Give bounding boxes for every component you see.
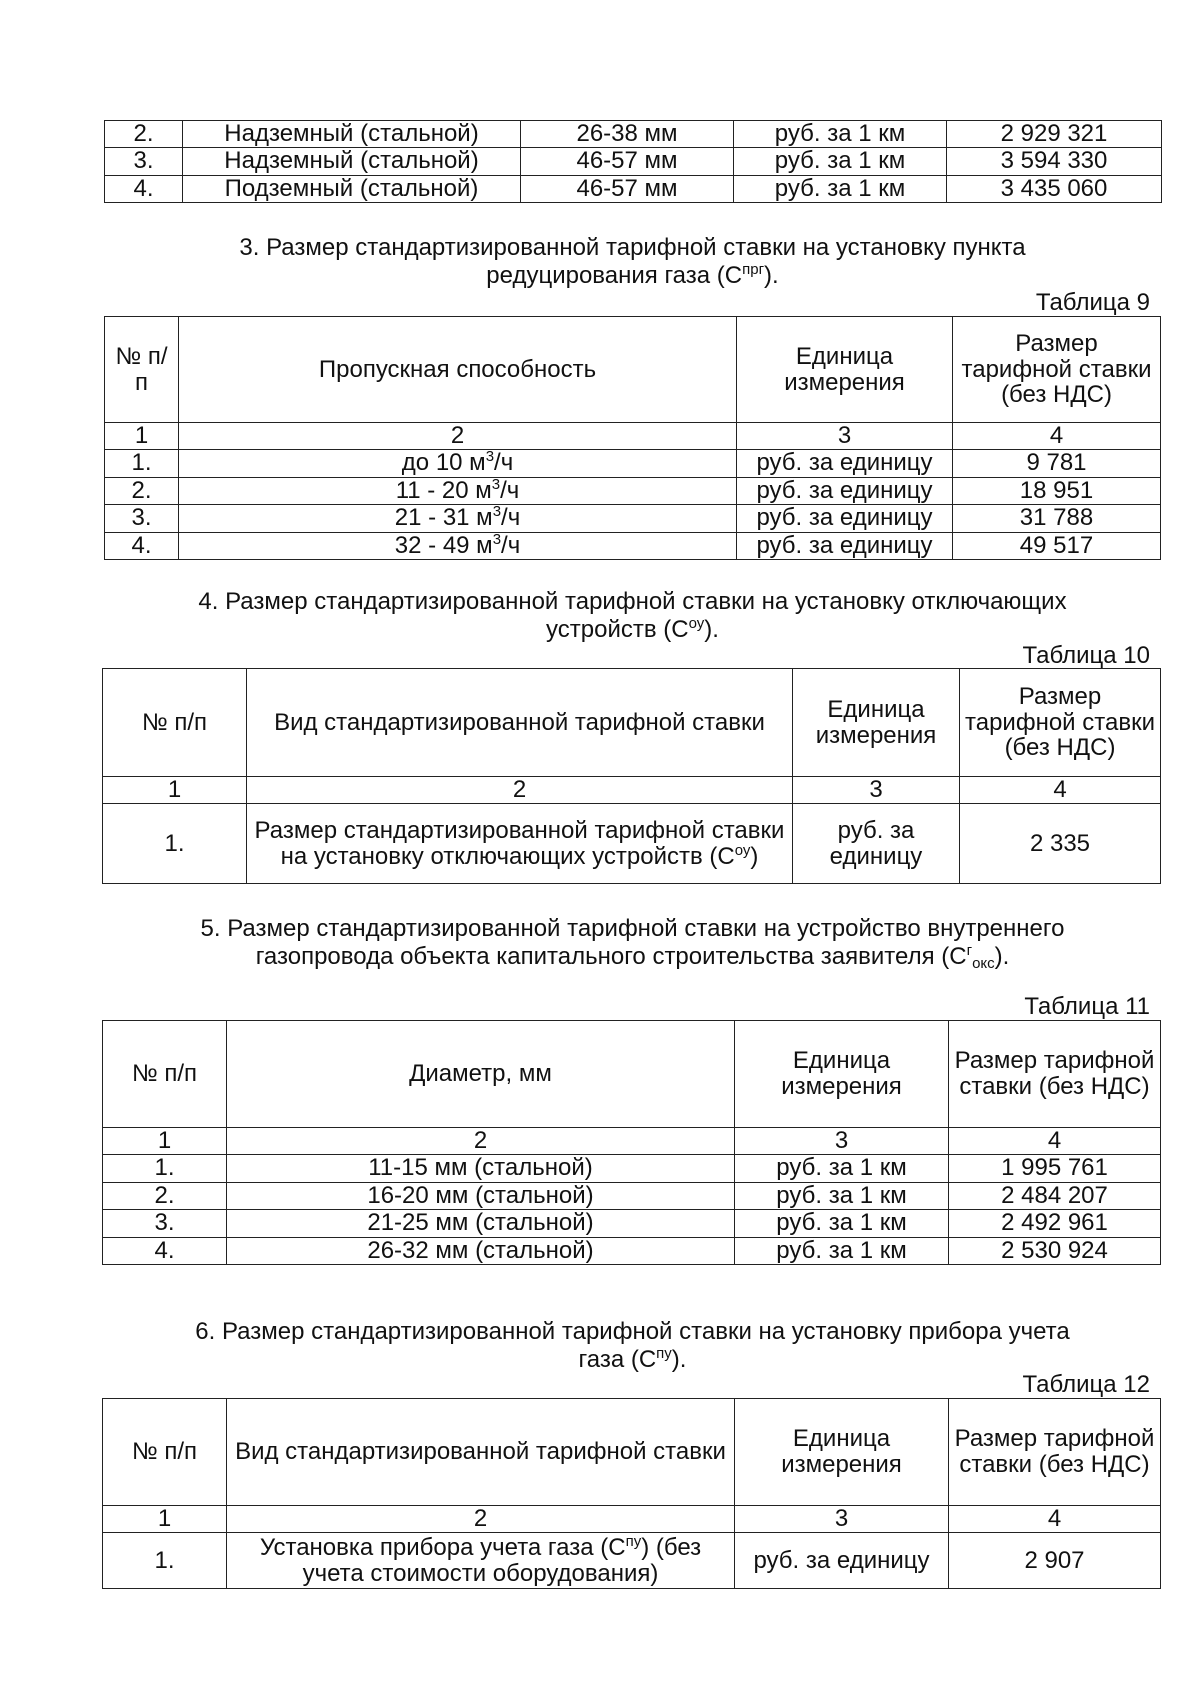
table-12 (102, 1398, 1161, 1589)
table-row: 1. Размер стандартизированной тарифной ставки на установку отключающих устройств $(С^{оу})$ руб. за единицу 2 335 (103, 804, 1161, 884)
table-row: 1. до 10 $м^3/ч$ руб. за единицу 9 781 (105, 450, 1161, 477)
table-9 (104, 316, 1161, 560)
table11-col-diameter: Диаметр, мм (227, 1021, 735, 1128)
table10-row-type: Размер стандартизированной тарифной ставки на установку отключающих устройств $(С^{оу})$ (247, 804, 793, 884)
table10-col-type: Вид стандартизированной тарифной ставки (247, 669, 793, 777)
table-row: 4. Подземный (стальной) 46-57 мм руб. за 1 км 3 435 060 (105, 175, 1162, 202)
table-10 (102, 668, 1161, 884)
section4-heading-line1: 4. Размер стандартизированной тарифной ставки на установку отключающих (198, 588, 1067, 615)
section6-heading (104, 1318, 1161, 1373)
section3-heading (104, 234, 1161, 289)
table12-header-row (103, 1399, 1161, 1506)
section3-heading-line1: 3. Размер стандартизированной тарифной ставки на установку пункта (239, 234, 1026, 261)
table10-header-row (103, 669, 1161, 777)
table-row: 2. 11 - 20 $м^3/ч$ руб. за единицу 18 951 (105, 477, 1161, 504)
table12-col-num: № п/п (103, 1399, 227, 1506)
table11-header-row (103, 1021, 1161, 1128)
section4-heading (104, 588, 1161, 643)
table12-col-type: Вид стандартизированной тарифной ставки (227, 1399, 735, 1506)
table9-capacity-cell: 11 - 20 $м^3/ч$ (179, 477, 737, 504)
table9-col-number-row: 1 2 3 4 (105, 423, 1161, 450)
table-row: 3. Надземный (стальной) 46-57 мм руб. за 1 км 3 594 330 (105, 148, 1162, 175)
section5-heading-line1: 5. Размер стандартизированной тарифной ставки на устройство внутреннего (200, 915, 1065, 942)
table10-col-rate: Размер тарифной ставки (без НДС) (960, 669, 1161, 777)
table11-rows (103, 1155, 1161, 1265)
section6-heading-line1: 6. Размер стандартизированной тарифной ставки на установку прибора учета (195, 1318, 1070, 1345)
table-11 (102, 1020, 1161, 1265)
table-row: 1. 11-15 мм (стальной) руб. за 1 км 1 995 761 (103, 1155, 1161, 1182)
table-continuation (104, 120, 1162, 203)
table-row: 1. Установка прибора учета газа $(С^{пу})$ (без учета стоимости оборудования) руб. за единицу 2 907 (103, 1533, 1161, 1589)
table9-col-rate: Размер тарифной ставки (без НДС) (953, 317, 1161, 423)
table11-label: Таблица 11 (1024, 993, 1150, 1020)
table11-col-number-row: 1 2 3 4 (103, 1128, 1161, 1155)
table12-label: Таблица 12 (1022, 1371, 1150, 1398)
section4-heading-line2: устройств $(С^{оу})$. (546, 614, 719, 643)
table-row: 3. 21-25 мм (стальной) руб. за 1 км 2 492 961 (103, 1210, 1161, 1237)
table10-label: Таблица 10 (1022, 642, 1150, 669)
table9-rows (105, 450, 1161, 560)
table-row: 3. 21 - 31 $м^3/ч$ руб. за единицу 31 788 (105, 505, 1161, 532)
section5-heading (104, 915, 1161, 970)
table9-capacity-cell: 21 - 31 $м^3/ч$ (179, 505, 737, 532)
table12-col-rate: Размер тарифной ставки (без НДС) (949, 1399, 1161, 1506)
table9-label: Таблица 9 (1035, 289, 1150, 316)
section6-heading-line2: газа $(С^{пу})$. (578, 1344, 687, 1373)
table12-row-type: Установка прибора учета газа $(С^{пу})$ (без учета стоимости оборудования) (227, 1533, 735, 1589)
table10-col-num: № п/п (103, 669, 247, 777)
table11-col-num: № п/п (103, 1021, 227, 1128)
table10-col-number-row: 1 2 3 4 (103, 777, 1161, 804)
section5-heading-line2: газопровода объекта капитального строительства заявителя $(С^г_{окс})$. (255, 941, 1010, 972)
table9-capacity-cell: 32 - 49 $м^3/ч$ (179, 532, 737, 559)
table9-col-capacity: Пропускная способность (179, 317, 737, 423)
table-continuation-rows (105, 121, 1162, 203)
table12-col-number-row: 1 2 3 4 (103, 1506, 1161, 1533)
table10-col-unit: Единица измерения (793, 669, 960, 777)
table9-capacity-cell: до 10 $м^3/ч$ (179, 450, 737, 477)
section3-heading-line2: редуцирования газа $(С^{прг})$. (486, 260, 779, 289)
table-row: 4. 32 - 49 $м^3/ч$ руб. за единицу 49 517 (105, 532, 1161, 559)
table-row: 4. 26-32 мм (стальной) руб. за 1 км 2 530 924 (103, 1237, 1161, 1264)
table11-col-rate: Размер тарифной ставки (без НДС) (949, 1021, 1161, 1128)
table9-header-row (105, 317, 1161, 423)
table11-col-unit: Единица измерения (735, 1021, 949, 1128)
table9-col-unit: Единица измерения (737, 317, 953, 423)
table-row: 2. Надземный (стальной) 26-38 мм руб. за 1 км 2 929 321 (105, 121, 1162, 148)
table12-col-unit: Единица измерения (735, 1399, 949, 1506)
table-row: 2. 16-20 мм (стальной) руб. за 1 км 2 484 207 (103, 1182, 1161, 1209)
table9-col-num: № п/п (105, 317, 179, 423)
